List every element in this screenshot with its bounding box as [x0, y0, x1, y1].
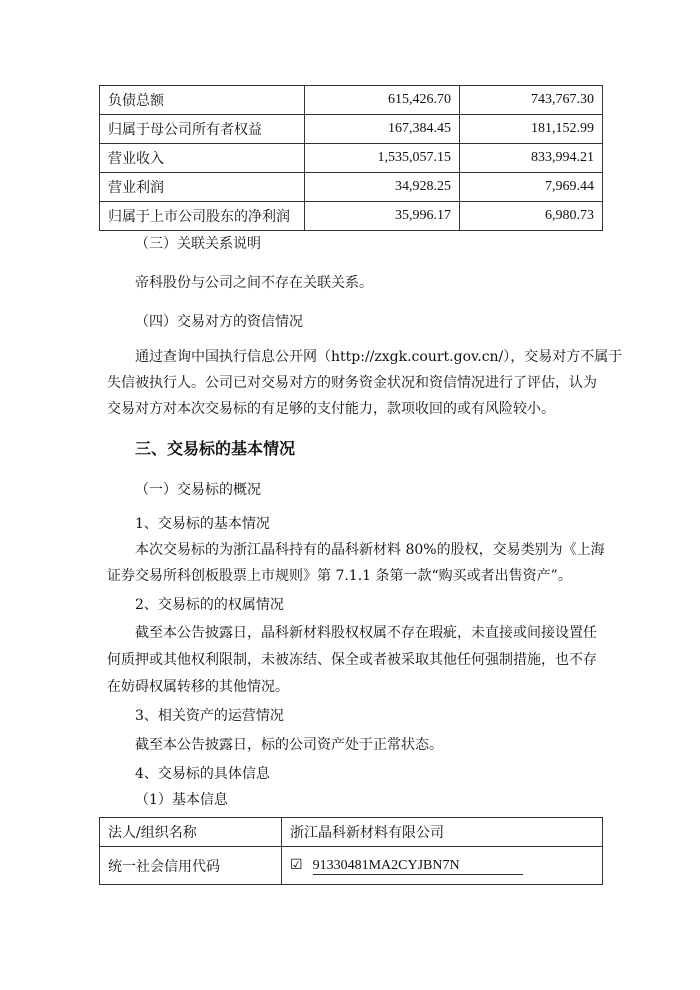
value-cell: 35,996.17	[305, 202, 460, 231]
label-cell: 归属于上市公司股东的净利润	[100, 202, 305, 231]
table-row	[100, 144, 603, 173]
value-cell: 6,980.73	[460, 202, 603, 231]
label-cell: 统一社会信用代码	[100, 847, 282, 885]
value-cell: 181,152.99	[460, 115, 603, 144]
value-cell: 615,426.70	[305, 86, 460, 115]
paragraph-line: 交易对方对本次交易标的有足够的支付能力，款项收回的或有风险较小。	[107, 401, 555, 417]
table-row	[100, 115, 603, 144]
subheading: 3、相关资产的运营情况	[135, 708, 284, 724]
paragraph: 截至本公告披露日，标的公司资产处于正常状态。	[135, 737, 443, 753]
paragraph-line: 证券交易所科创板股票上市规则》第 7.1.1 条第一款“购买或者出售资产”。	[107, 568, 572, 584]
basic-info-table	[99, 817, 603, 885]
paragraph-line: 何质押或其他权利限制，未被冻结、保全或者被采取其他任何强制措施，也不存	[107, 652, 597, 668]
paragraph-line: 在妨碍权属转移的其他情况。	[107, 679, 289, 695]
section-heading: （四）交易对方的资信情况	[135, 314, 303, 330]
subheading: 2、交易标的的权属情况	[135, 597, 284, 613]
section-heading: （三）关联关系说明	[135, 236, 261, 252]
paragraph: 帝科股份与公司之间不存在关联关系。	[135, 275, 373, 291]
financial-table	[99, 85, 603, 231]
value-cell: 833,994.21	[460, 144, 603, 173]
label-cell: 负债总额	[100, 86, 305, 115]
paragraph-line: 失信被执行人。公司已对交易对方的财务资金状况和资信情况进行了评估，认为	[107, 375, 597, 391]
credit-code: 91330481MA2CYJBN7N	[313, 858, 523, 875]
table-row	[100, 818, 603, 847]
label-cell: 归属于母公司所有者权益	[100, 115, 305, 144]
table-row	[100, 847, 603, 885]
label-cell: 法人/组织名称	[100, 818, 282, 847]
paragraph-line: 本次交易标的为浙江晶科持有的晶科新材料 80%的股权，交易类别为《上海	[135, 542, 605, 558]
table-row	[100, 86, 603, 115]
value-cell	[282, 847, 603, 885]
value-cell: 167,384.45	[305, 115, 460, 144]
value-cell: 浙江晶科新材料有限公司	[282, 818, 603, 847]
table-row	[100, 173, 603, 202]
value-cell: 34,928.25	[305, 173, 460, 202]
table-row	[100, 202, 603, 231]
checkbox-icon: ☑	[290, 856, 303, 873]
label-cell: 营业收入	[100, 144, 305, 173]
main-heading: 三、交易标的基本情况	[135, 439, 296, 458]
label-cell: 营业利润	[100, 173, 305, 202]
paragraph-line: 通过查询中国执行信息公开网（http://zxgk.court.gov.cn/），交易对方不属于	[135, 349, 623, 365]
value-cell: 743,767.30	[460, 86, 603, 115]
subheading: 1、交易标的基本情况	[135, 516, 270, 532]
value-cell: 7,969.44	[460, 173, 603, 202]
section-heading: （一）交易标的概况	[135, 482, 261, 498]
paragraph-line: 截至本公告披露日，晶科新材料股权权属不存在瑕疵，未直接或间接设置任	[135, 625, 597, 641]
subheading: （1）基本信息	[135, 792, 228, 808]
value-cell: 1,535,057.15	[305, 144, 460, 173]
subheading: 4、交易标的具体信息	[135, 766, 270, 782]
